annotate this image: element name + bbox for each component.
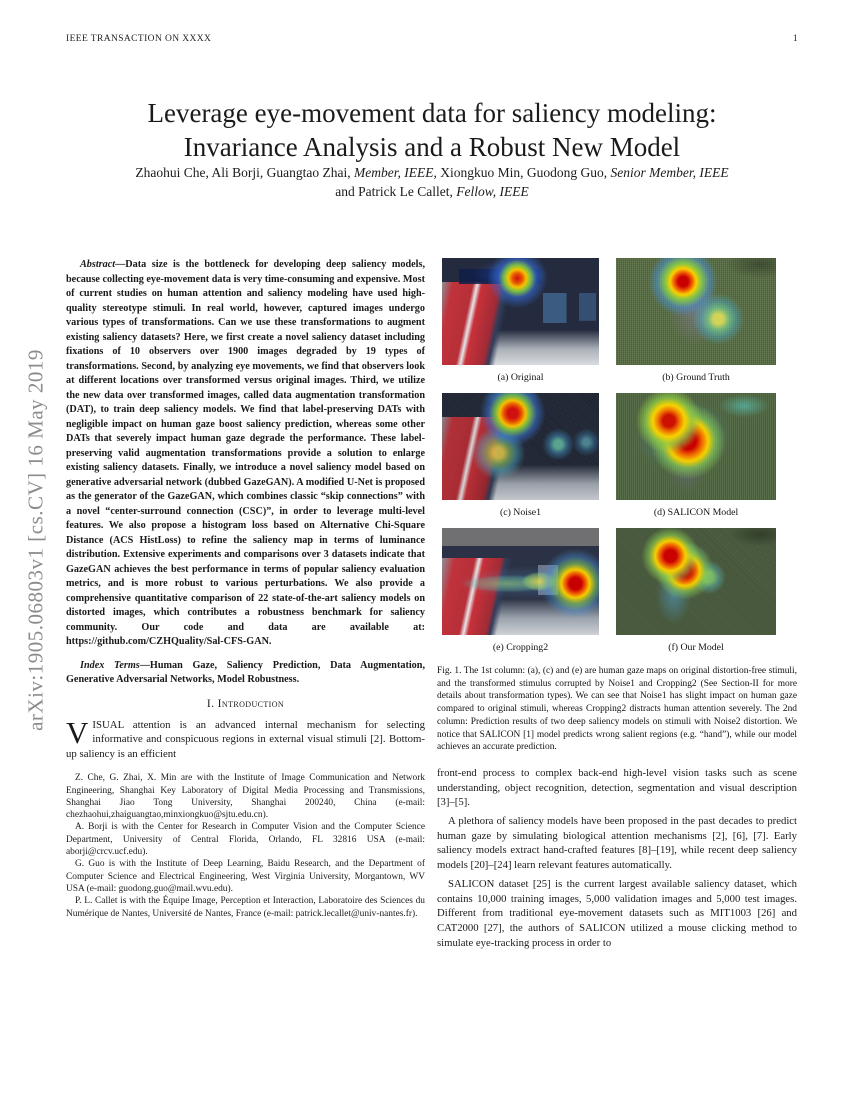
subcaption-e: (e) Cropping2 [492,642,549,653]
figure-cell-e [442,528,599,663]
figure-b-image-ground-truth [616,258,776,365]
author-names: Xiongkuo Min, Guodong Guo, [436,165,611,180]
arxiv-watermark: arXiv:1905.06803v1 [cs.CV] 16 May 2019 [23,349,48,731]
index-terms-label: Index Terms [80,659,140,671]
author-names: and Patrick Le Callet, [335,184,457,199]
figure-d-image-salicon-model [616,393,776,500]
figure-row-1 [442,258,797,393]
subcaption-d: (d) SALICON Model [653,507,739,518]
journal-name: IEEE TRANSACTION ON XXXX [66,34,212,44]
introduction-paragraph [66,714,425,762]
body-paragraph-3: SALICON dataset [25] is the current largest available saliency dataset, which contains 10,000 training images, 5,000 validation images and 5,000 test images. Different from traditional eye-movement datasets such as MIT1003 [26] and CAT2000 [27], the authors of SALICON utilized a mouse clicking method to simulate eye-tracking process in order to [437,877,797,949]
paper-title-line1: Leverage eye-movement data for saliency modeling: [147,98,717,129]
page-number: 1 [792,34,798,44]
paper-title-line2: Invariance Analysis and a Robust New Model [183,132,681,163]
running-header [66,34,798,44]
section-heading-introduction: I. Introduction [206,697,285,710]
abstract-paragraph [66,258,425,650]
figure-row-3 [442,528,797,663]
body-paragraph-1: front-end process to complex back-end high-level vision tasks such as scene understanding, object recognition, detection, segmentation and visual description [3]–[5]. [437,766,797,809]
footnote-affiliation: Z. Che, G. Zhai, X. Min are with the Institute of Image Communication and Network Engineering, Shanghai Key Laboratory of Digital Media Processing and Transmissions, Shanghai Jiao Tong University, Shanghai 200240, China (e-mail: chezhaohui,zhaiguangtao,minxiongkuo@sjtu.edu.cn). [66,773,425,821]
footnote-affiliation: G. Guo is with the Institute of Deep Learning, Baidu Research, and the Department of Computer Science and Electrical Engineering, West Virginia University, Morgantown, WV USA (e-mail: guodong.guo@mail.wvu.edu). [66,859,425,894]
author-list [66,163,798,201]
figure-c-image-noise1 [442,393,599,500]
author-membership: Member, IEEE, [354,165,437,180]
footnote-affiliation: A. Borji is with the Center for Research in Computer Vision and the Computer Science Department, University of Central Florida, Orlando, FL 32816 USA (e-mail: aborji@crcv.ucf.edu). [66,822,425,858]
paper-title [80,96,784,164]
left-column [66,258,425,920]
introduction-text: ISUAL attention is an advanced internal mechanism for selecting informative and conspicuous regions in external visual stimuli [2]. Bottom-up saliency is an efficient [66,718,425,760]
abstract-label: Abstract [80,259,116,270]
figure-1-grid [442,258,797,663]
figure-1-caption: Fig. 1. The 1st column: (a), (c) and (e) are human gaze maps on original distortion-free stimuli, and the transformed stimulus corrupted by Noise1 and Cropping2 (See Section-II for more details about transformation types). We can see that Noise1 has slight impact on human gaze compared to original stimuli, whereas Cropping2 distracts human attention severely. The 2nd column: Prediction results of two deep saliency models on stimuli with Noise2 distortion. We notice that SALICON [1] model predicts wrong salient regions (e.g. “hand”), while our model achieves an accurate prediction. [437,666,797,753]
subcaption-b: (b) Ground Truth [662,372,730,383]
author-membership: Senior Member, IEEE [610,165,729,180]
figure-f-image-our-model [616,528,776,635]
author-membership: Fellow, IEEE [456,184,529,199]
figure-row-2 [442,393,797,528]
abstract-text: —Data size is the bottleneck for developing deep saliency models, because collecting eye-movement data is very time-consuming and expensive. Most of current studies on human attention and saliency modeling have used high-quality stereotype stimuli. In real world, however, captured images undergo various types of transformations. Can we use these transformations to augment existing saliency datasets? Here, we first create a novel saliency dataset including fixations of 10 observers over 1900 images degraded by 19 types of transformations. Second, by analyzing eye movements, we find that observers look at different locations over transformed versus original images. Third, we utilize the new data over transformed images, called data augmentation transformation (DAT), to train deep saliency models. We find that label-preserving DATs with negligible impact on human gaze boost saliency prediction, whereas some other DATs that severely impact human gaze degrade the performance. These label-preserving valid augmentation transformations provide a solution to enlarge existing saliency datasets. Finally, we introduce a novel saliency model based on generative adversarial network (dubbed GazeGAN). A modified U-Net is proposed as the generator of the GazeGAN, which combines classic “skip connections” with a novel “center-surround connection (CSC)”, in order to leverage multi-level features. We also propose a histogram loss based on Alternative Chi-Square Distance (ACS HistLoss) to refine the saliency map in terms of luminance distribution. Extensive experiments and comparisons over 3 datasets indicate that GazeGAN achieves the best performance in terms of popular saliency evaluation metrics, and is more robust to various perturbations. We also provide a comprehensive quantitative comparison of 22 state-of-the-art saliency models on distorted images, which contributes a robustness benchmark for saliency community. Our code and data are available at: https://github.com/CZHQuality/Sal-CFS-GAN. [66,259,425,647]
figure-a-image-original-gaze-map [442,258,599,365]
index-terms-paragraph [66,659,425,688]
figure-cell-b [616,258,776,393]
subcaption-f: (f) Our Model [668,642,724,653]
author-footnotes [66,772,425,920]
figure-cell-d [616,393,776,528]
body-paragraph-2: A plethora of saliency models have been proposed in the past decades to predict human gaze by simulating biological attention mechanisms [2], [6], [7]. Early saliency models extract hand-crafted features [8]–[19], while recent deep saliency models [20]–[24] learn relevant features automatically. [437,815,797,872]
subcaption-c: (c) Noise1 [499,507,542,518]
figure-cell-a [442,258,599,393]
subcaption-a: (a) Original [497,372,544,383]
figure-cell-c [442,393,599,528]
author-names: Zhaohui Che, Ali Borji, Guangtao Zhai, [135,165,354,180]
index-terms-text: —Human Gaze, Saliency Prediction, Data Augmentation, Generative Adversarial Networks, Model Robustness. [66,659,425,685]
right-column [437,258,797,950]
figure-e-image-cropping2 [442,528,599,635]
drop-cap: V [66,714,89,750]
figure-cell-f [616,528,776,663]
footnote-affiliation: P. L. Callet is with the Équipe Image, Perception et Interaction, Laboratoire des Sciences du Numérique de Nantes, Université de Nantes, France (e-mail: patrick.lecallet@univ-nantes.fr). [66,896,425,919]
